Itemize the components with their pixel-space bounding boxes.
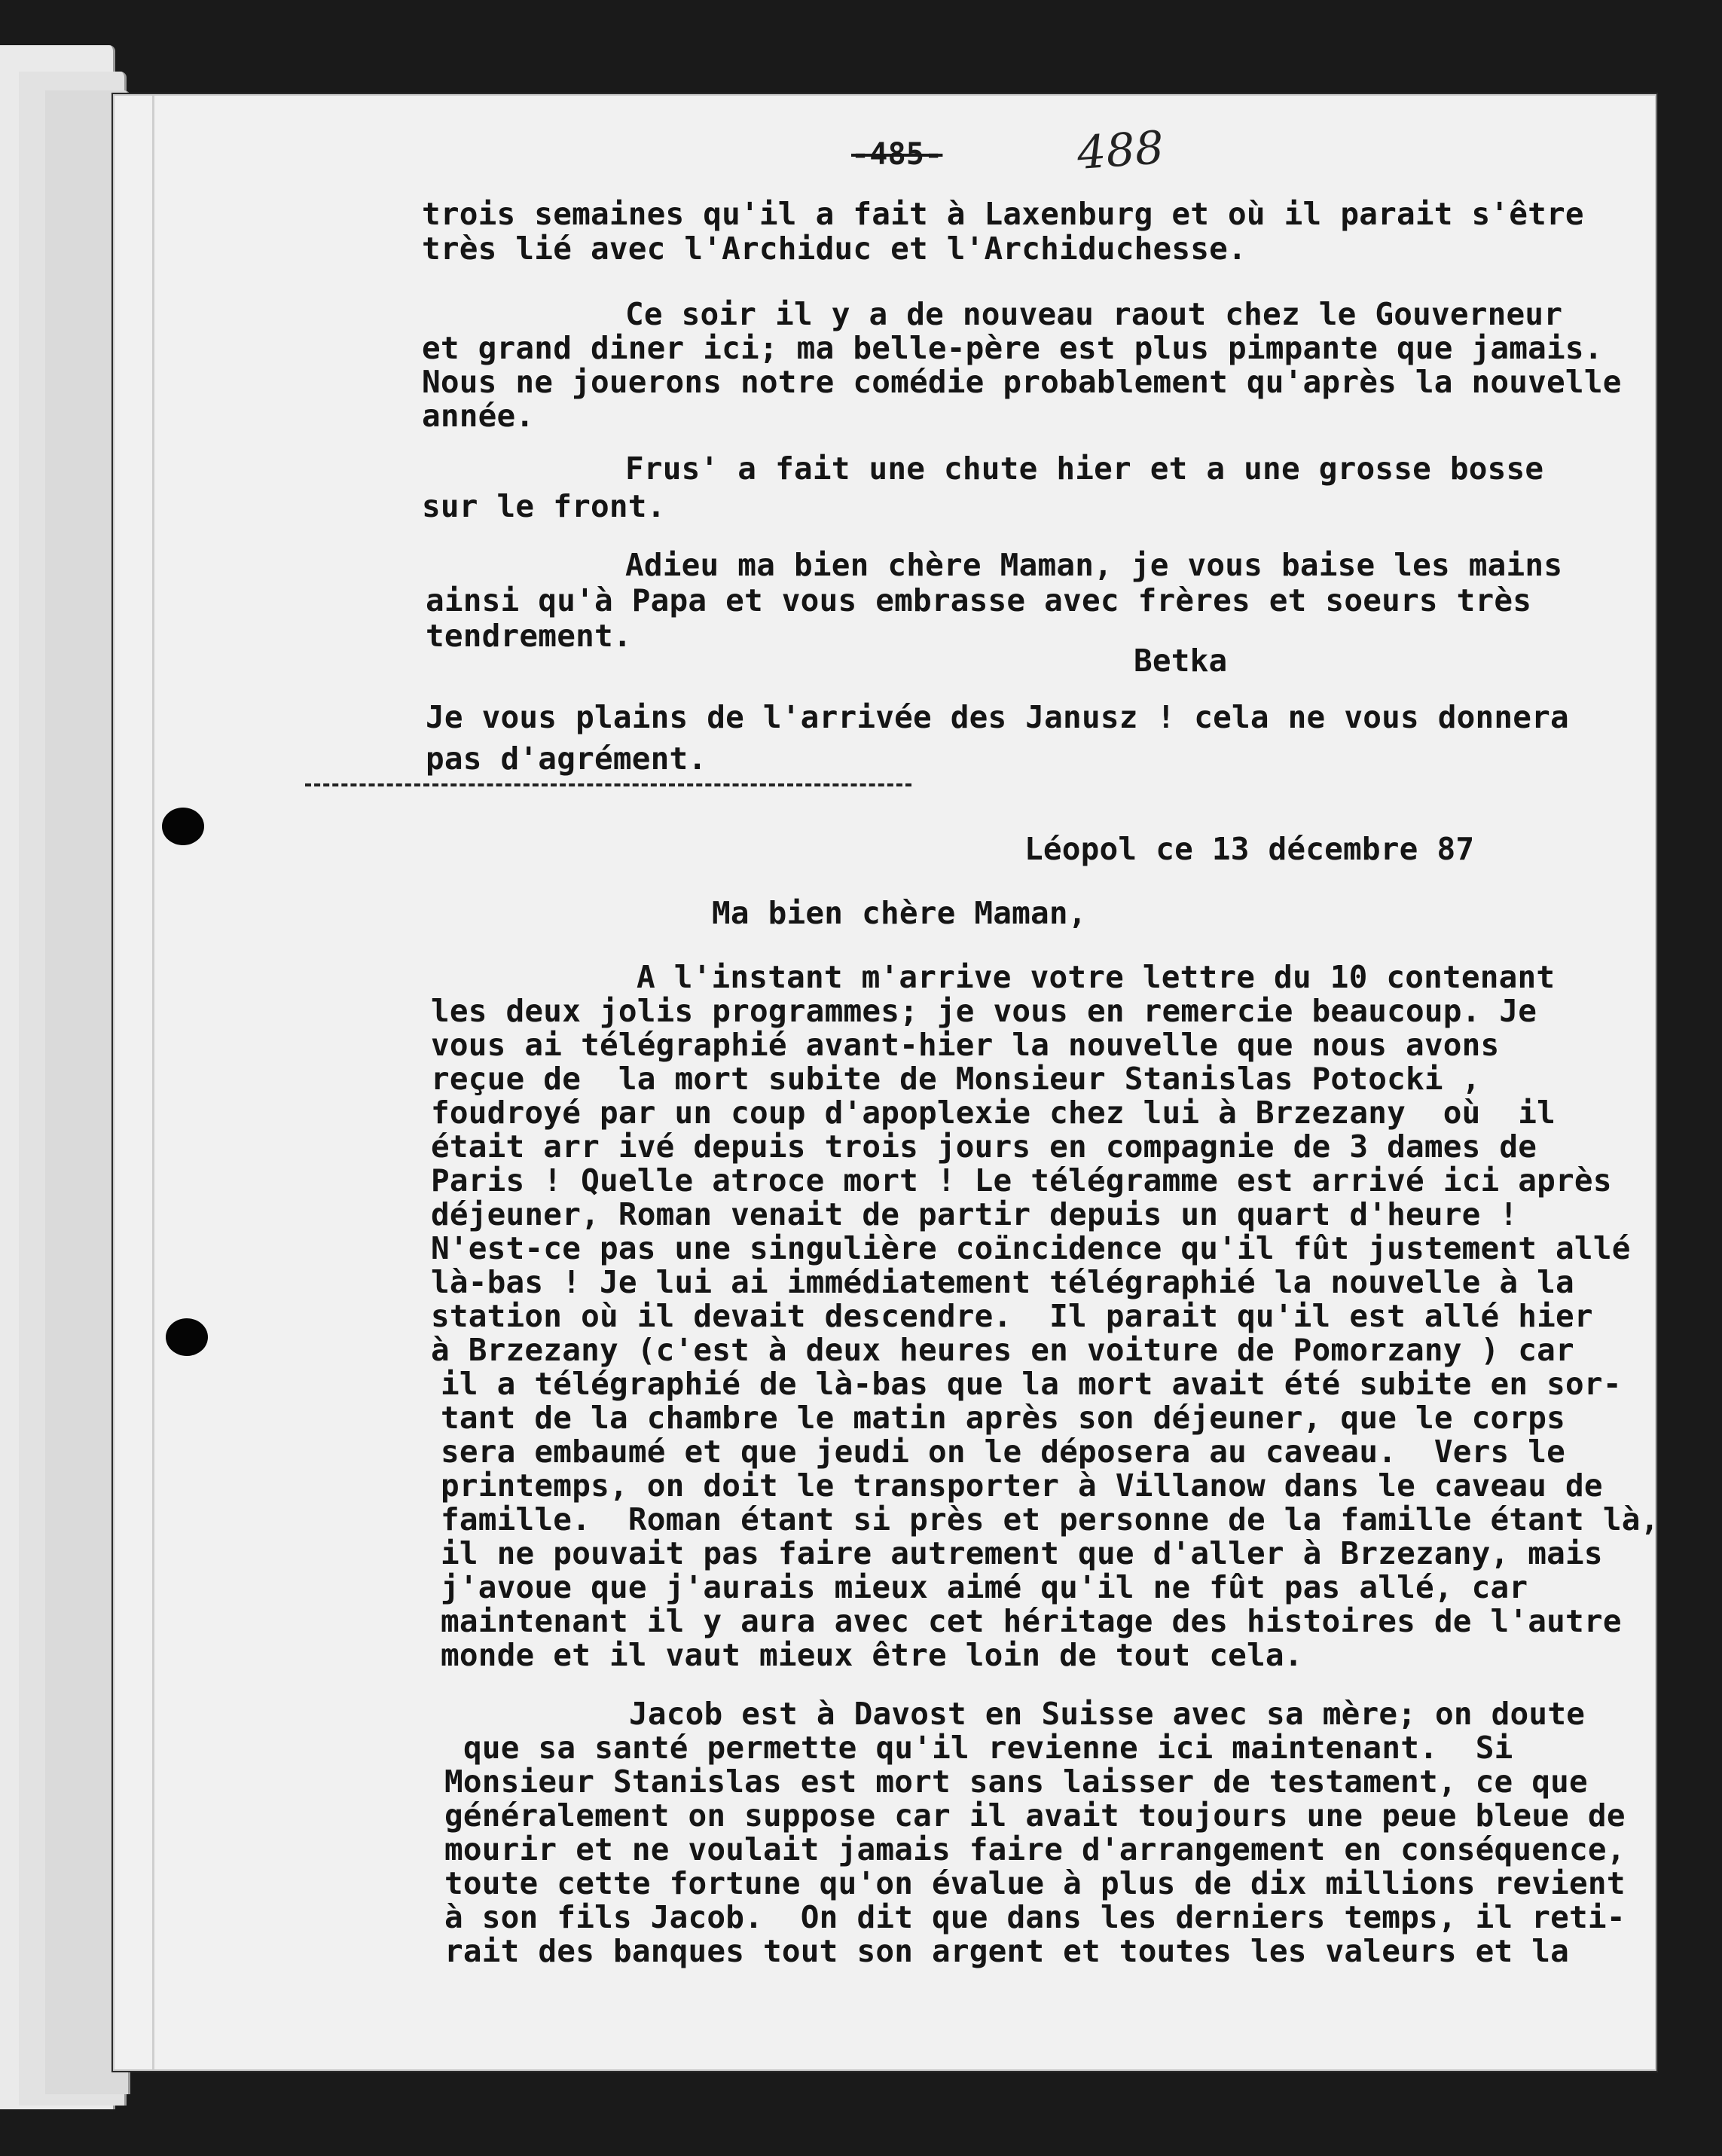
text-line: famille. Roman étant si près et personne de la famille étant là, <box>441 1501 1659 1538</box>
text-line: ainsi qu'à Papa et vous embrasse avec frères et soeurs très <box>426 582 1532 618</box>
handwritten-page-number: 488 <box>1075 121 1166 180</box>
text-line: là-bas ! Je lui ai immédiatement télégraphié la nouvelle à la <box>431 1264 1574 1300</box>
text-line: Ce soir il y a de nouveau raout chez le Gouverneur <box>625 296 1563 332</box>
text-line: les deux jolis programmes; je vous en remercie beaucoup. Je <box>431 993 1537 1029</box>
text-line: et grand diner ici; ma belle-père est plus pimpante que jamais. <box>422 330 1603 366</box>
text-line: était arr ivé depuis trois jours en compagnie de 3 dames de <box>431 1128 1537 1165</box>
postscript-line: Je vous plains de l'arrivée des Janusz ! cela ne vous donnera <box>426 699 1569 735</box>
text-line: déjeuner, Roman venait de partir depuis un quart d'heure ! <box>431 1196 1519 1232</box>
dateline: Léopol ce 13 décembre 87 <box>1024 831 1475 867</box>
text-line: Frus' a fait une chute hier et a une grosse bosse <box>625 450 1544 487</box>
text-line: tant de la chambre le matin après son déjeuner, que le corps <box>441 1400 1566 1436</box>
letter-divider <box>305 783 911 786</box>
text-line: trois semaines qu'il a fait à Laxenburg et où il parait s'être <box>422 196 1584 232</box>
text-line: tendrement. <box>426 618 632 654</box>
text-line: mourir et ne voulait jamais faire d'arrangement en conséquence, <box>444 1831 1626 1867</box>
text-line: Nous ne jouerons notre comédie probablement qu'après la nouvelle <box>422 364 1622 400</box>
text-line: Jacob est à Davost en Suisse avec sa mère; on doute <box>629 1696 1586 1732</box>
text-line: très lié avec l'Archiduc et l'Archiduchesse. <box>422 231 1247 267</box>
text-line: station où il devait descendre. Il parait qu'il est allé hier <box>431 1298 1593 1334</box>
signature: Betka <box>1134 643 1228 679</box>
text-line: Paris ! Quelle atroce mort ! Le télégramme est arrivé ici après <box>431 1162 1612 1199</box>
text-line: maintenant il y aura avec cet héritage des histoires de l'autre <box>441 1603 1622 1639</box>
text-line: vous ai télégraphié avant-hier la nouvelle que nous avons <box>431 1027 1500 1063</box>
postscript-line: pas d'agrément. <box>426 741 707 777</box>
text-line: il a télégraphié de là-bas que la mort avait été subite en sor- <box>441 1366 1622 1402</box>
salutation: Ma bien chère Maman, <box>712 895 1087 931</box>
text-line: Adieu ma bien chère Maman, je vous baise les mains <box>625 547 1563 583</box>
text-line: printemps, on doit le transporter à Villanow dans le caveau de <box>441 1467 1603 1504</box>
text-line: que sa santé permette qu'il revienne ici maintenant. Si <box>463 1730 1513 1766</box>
text-line: Monsieur Stanislas est mort sans laisser de testament, ce que <box>444 1764 1588 1800</box>
text-line: monde et il vaut mieux être loin de tout cela. <box>441 1637 1303 1673</box>
typed-page-number: -485- <box>851 137 943 172</box>
text-line: rait des banques tout son argent et toutes les valeurs et la <box>444 1933 1570 1969</box>
text-line: A l'instant m'arrive votre lettre du 10 contenant <box>637 959 1556 995</box>
text-line: reçue de la mort subite de Monsieur Stanislas Potocki , <box>431 1061 1481 1097</box>
text-line: il ne pouvait pas faire autrement que d'aller à Brzezany, mais <box>441 1535 1603 1571</box>
text-line: toute cette fortune qu'on évalue à plus de dix millions revient <box>444 1865 1626 1901</box>
text-line: sera embaumé et que jeudi on le déposera au caveau. Vers le <box>441 1434 1566 1470</box>
text-line: j'avoue que j'aurais mieux aimé qu'il ne fût pas allé, car <box>441 1569 1528 1605</box>
text-line: généralement on suppose car il avait toujours une peue bleue de <box>444 1797 1626 1834</box>
text-line: à son fils Jacob. On dit que dans les derniers temps, il reti- <box>444 1899 1626 1935</box>
text-line: N'est-ce pas une singulière coïncidence qu'il fût justement allé <box>431 1230 1631 1266</box>
text-line: à Brzezany (c'est à deux heures en voiture de Pomorzany ) car <box>431 1332 1574 1368</box>
text-line: foudroyé par un coup d'apoplexie chez lui à Brzezany où il <box>431 1095 1556 1131</box>
text-line: année. <box>422 398 535 434</box>
text-line: sur le front. <box>422 488 666 524</box>
